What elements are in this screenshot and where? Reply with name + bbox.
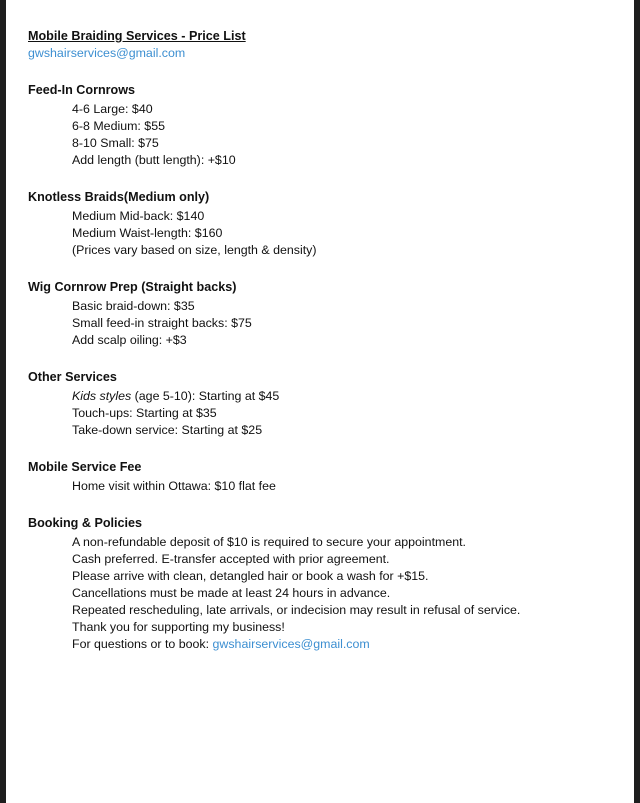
page-title: Mobile Braiding Services - Price List — [28, 29, 246, 43]
contact-prefix: For questions or to book: — [72, 637, 213, 651]
policy-item: Cash preferred. E-transfer accepted with prior agreement. — [72, 552, 390, 566]
section-other-services — [28, 369, 624, 439]
document-page — [6, 0, 634, 803]
section-mobile-service-fee — [28, 459, 624, 495]
section-heading: Mobile Service Fee — [28, 460, 142, 474]
section-heading: Knotless Braids(Medium only) — [28, 190, 210, 204]
policy-item: Please arrive with clean, detangled hair or book a wash for +$15. — [72, 569, 429, 583]
contact-email-link[interactable]: gwshairservices@gmail.com — [212, 637, 370, 651]
header-email-link[interactable]: gwshairservices@gmail.com — [28, 46, 186, 60]
price-item: Take-down service: Starting at $25 — [72, 423, 263, 437]
price-item: Small feed-in straight backs: $75 — [72, 316, 252, 330]
price-note: (Prices vary based on size, length & density) — [72, 243, 317, 257]
section-wig-cornrow-prep — [28, 279, 624, 349]
price-item: Medium Mid-back: $140 — [72, 209, 205, 223]
price-item: Home visit within Ottawa: $10 flat fee — [72, 479, 276, 493]
kids-styles-price: (age 5-10): Starting at $45 — [131, 389, 280, 403]
price-item: Medium Waist-length: $160 — [72, 226, 223, 240]
kids-styles-label: Kids styles — [72, 389, 132, 403]
price-item: 4-6 Large: $40 — [72, 102, 153, 116]
section-heading: Wig Cornrow Prep (Straight backs) — [28, 280, 237, 294]
section-feed-in-cornrows — [28, 82, 624, 169]
price-item: 6-8 Medium: $55 — [72, 119, 165, 133]
price-item: Touch-ups: Starting at $35 — [72, 406, 217, 420]
section-booking-policies — [28, 515, 624, 653]
section-knotless-braids — [28, 189, 624, 259]
section-heading: Booking & Policies — [28, 516, 143, 530]
price-item: Basic braid-down: $35 — [72, 299, 195, 313]
contact-line — [72, 636, 624, 653]
price-item-kids — [72, 388, 624, 405]
document-body — [28, 28, 624, 653]
price-item: Add scalp oiling: +$3 — [72, 333, 187, 347]
policy-item: A non-refundable deposit of $10 is required to secure your appointment. — [72, 535, 467, 549]
policy-item: Thank you for supporting my business! — [72, 620, 285, 634]
policy-item: Cancellations must be made at least 24 hours in advance. — [72, 586, 391, 600]
price-item: 8-10 Small: $75 — [72, 136, 159, 150]
policy-item: Repeated rescheduling, late arrivals, or indecision may result in refusal of service. — [72, 603, 521, 617]
price-item: Add length (butt length): +$10 — [72, 153, 236, 167]
section-heading: Other Services — [28, 370, 117, 384]
section-heading: Feed-In Cornrows — [28, 83, 136, 97]
